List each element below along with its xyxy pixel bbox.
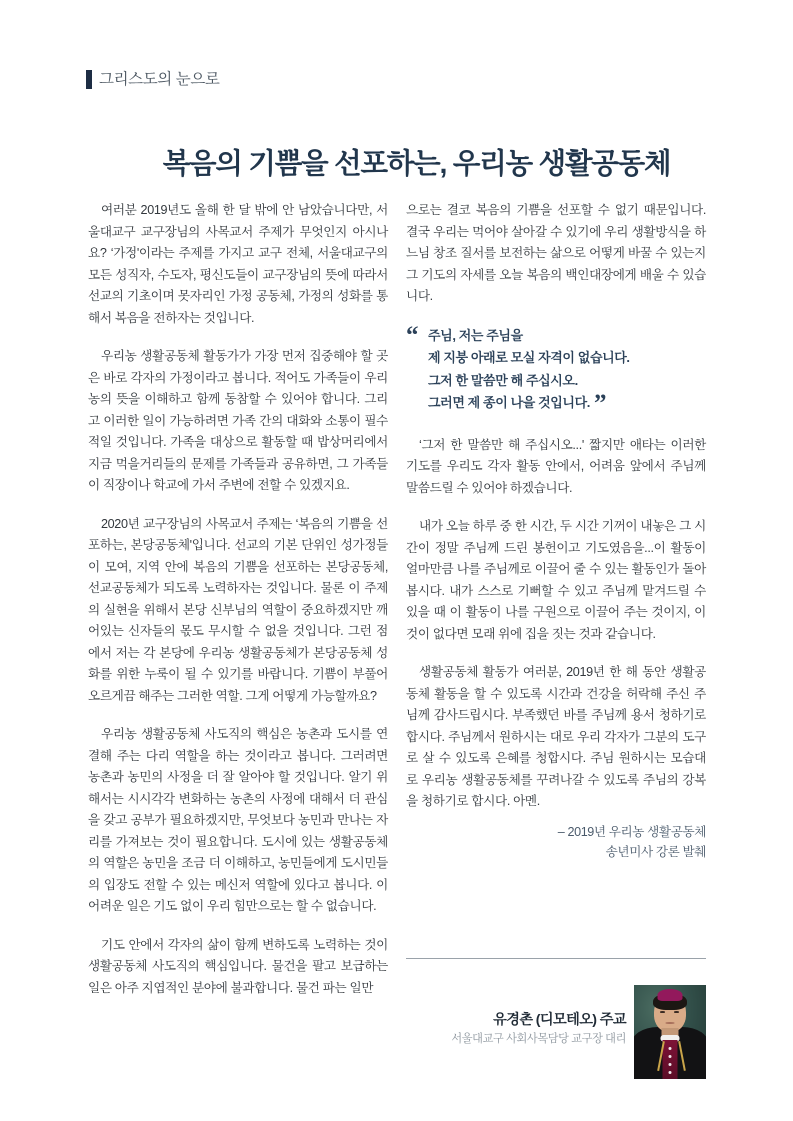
- attribution-line-2: 송년미사 강론 발췌: [605, 845, 706, 859]
- horizontal-divider: [406, 958, 706, 959]
- paragraph: 으로는 결코 복음의 기쁨을 선포할 수 없기 때문입니다. 결국 우리는 먹어야 살아갈 수 있기에 우리 생활방식을 하느님 창조 질서를 보전하는 삶으로 어떻게 바꿀 수 있는지 그 기도의 자세를 오늘 복음의 백인대장에게 배울 수 있습니다.: [406, 203, 706, 303]
- kicker-label: 그리스도의 눈으로: [99, 70, 220, 88]
- quote-line-text: 그러면 제 종이 나을 것입니다.: [428, 395, 590, 410]
- author-name: 유경촌 (디모테오) 주교: [493, 1012, 626, 1028]
- quote-close-icon: ”: [593, 390, 607, 417]
- paragraph: ‘그저 한 말씀만 해 주십시오...' 짧지만 애타는 이러한 기도를 우리도 각자 활동 안에서, 어려움 앞에서 주님께 말씀드릴 수 있어야 하겠습니다.: [406, 437, 706, 495]
- section-kicker: [86, 70, 220, 89]
- kicker-bar-icon: [86, 70, 92, 89]
- pull-quote: [406, 321, 706, 417]
- page-title: 복음의 기쁨을 선포하는, 우리농 생활공동체: [162, 148, 671, 181]
- portrait-eye-right: [674, 1011, 679, 1013]
- cassock-button: [669, 1047, 672, 1050]
- paragraph: 여러분 2019년도 올해 한 달 밖에 안 남았습니다만, 서울대교구 교구장님의 사목교서 주제가 무엇인지 아시나요? ‘가정'이라는 주제를 가지고 교구 전체, 서울대교구의 모든 성직자, 수도자, 평신도들이 교구장님의 뜻에 따라서 선교의 기초이며 못자리인 가정 공동체, 가정의 성화를 통해서 복음을 전하자는 것입니다.: [88, 203, 388, 325]
- paragraph: 2020년 교구장님의 사목교서 주제는 ‘복음의 기쁨을 선포하는, 본당공동체'입니다. 선교의 기본 단위인 성가정들이 모여, 지역 안에 복음의 기쁨을 선포하는 본당공동체, 선교공동체가 되도록 노력하자는 것입니다. 물론 이 주제의 실현을 위해서 본당 신부님의 역할이 중요하겠지만 깨어있는 신자들의 몫도 무시할 수 없을 것입니다. 그런 점에서 저는 각 본당에 우리농 생활공동체가 본당공동체 성화를 위한 누룩이 될 수 있기를 바랍니다. 기쁨이 부풀어 오르게끔 해주는 그러한 역할. 그게 어떻게 가능할까요?: [88, 516, 388, 703]
- cassock-button: [669, 1071, 672, 1074]
- cassock-button: [669, 1055, 672, 1058]
- cassock-button: [669, 1063, 672, 1066]
- portrait-mouth: [666, 1022, 675, 1024]
- author-portrait-photo: [634, 985, 706, 1079]
- quote-line: 제 지붕 아래로 모실 자격이 없습니다.: [428, 350, 630, 365]
- zucchetto-icon: [658, 989, 683, 1001]
- body-column-right: [406, 200, 706, 830]
- quote-line: 주님, 저는 주님을: [428, 327, 523, 343]
- attribution-line-1: – 2019년 우리농 생활공동체: [557, 825, 706, 839]
- author-signature-block: [406, 985, 706, 1080]
- author-role: 서울대교구 사회사목담당 교구장 대리: [451, 1033, 626, 1046]
- paragraph: 내가 오늘 하루 중 한 시간, 두 시간 기꺼이 내놓은 그 시간이 정말 주님께 드린 봉헌이고 기도였음을...이 활동이 얼마만큼 나를 주님께로 이끌어 줄 수 있는 활동인가 돌아봅시다. 내가 스스로 기뻐할 수 있고 주님께 맡겨드릴 수 있을 때 이 활동이 나를 구원으로 이끌어 주는 것이지, 이것이 없다면 모래 위에 집을 짓는 것과 같습니다.: [406, 519, 706, 641]
- quote-line: 그저 한 말씀만 해 주십시오.: [428, 372, 578, 388]
- quote-open-icon: “: [406, 321, 419, 349]
- paragraph: 기도 안에서 각자의 삶이 함께 변하도록 노력하는 것이 생활공동체 사도직의 핵심입니다. 물건을 팔고 보급하는 일은 아주 지엽적인 분야에 불과합니다. 물건 파는 일만: [88, 937, 388, 995]
- paragraph: 우리농 생활공동체 사도직의 핵심은 농촌과 도시를 연결해 주는 다리 역할을 하는 것이라고 봅니다. 그러려면 농촌과 농민의 사정을 더 잘 알아야 할 것입니다. 알기 위해서는 시시각각 변화하는 농촌의 사정에 대해서 더 관심을 갖고 공부가 필요하겠지만, 무엇보다 농민과 만나는 자리를 가져보는 것이 필요합니다. 도시에 있는 생활공동체의 역할은 농민을 조금 더 이해하고, 농민들에게 도시민들의 입장도 전할 수 있는 메신저 역할에 있다고 봅니다. 이 어려운 일은 기도 없이 우리 힘만으로는 할 수 없습니다.: [88, 727, 388, 913]
- portrait-eye-left: [660, 1011, 665, 1013]
- author-text: [451, 1011, 626, 1048]
- quote-line-last: [428, 392, 706, 415]
- paragraph: 우리농 생활공동체 활동가가 가장 먼저 집중해야 할 곳은 바로 각자의 가정이라고 봅니다. 적어도 가족들이 우리농의 뜻을 이해하고 함께 동참할 수 있어야 합니다. 그리고 이러한 일이 가능하려면 가족 간의 대화와 소통이 필수적일 것입니다. 가족을 대상으로 활동할 때 밥상머리에서 지금 먹을거리들의 문제를 가족들과 공유하면, 그 가족들이 직장이나 학교에 가서 주변에 전할 수 있겠지요.: [88, 349, 388, 492]
- attribution: [406, 822, 706, 862]
- paragraph: 생활공동체 활동가 여러분, 2019년 한 해 동안 생활공동체 활동을 할 수 있도록 시간과 건강을 허락해 주신 주님께 감사드립시다. 부족했던 바를 주님께 용서 청하기로 합시다. 주님께서 원하시는 대로 우리 각자가 그분의 도구로 살 수 있도록 은혜를 청합시다. 주님 원하시는 모습대로 우리농 생활공동체를 꾸려나갈 수 있도록 주님의 강복을 청하기로 합시다. 아멘.: [406, 665, 706, 808]
- body-column-left: [88, 200, 388, 1016]
